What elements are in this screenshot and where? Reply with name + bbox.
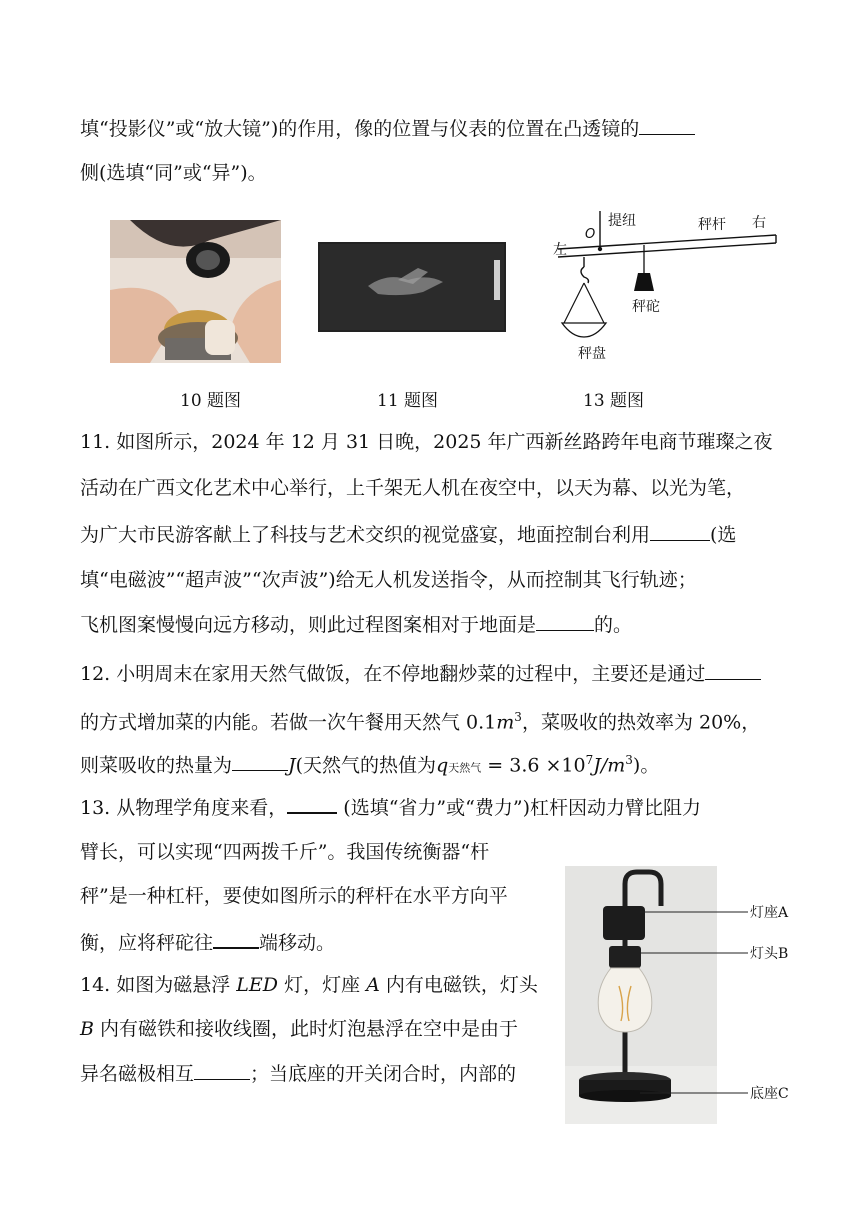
text-segment: 为广大市民游客献上了科技与艺术交织的视觉盛宴，地面控制台利用 [80, 524, 651, 546]
text-segment: B [80, 1018, 94, 1040]
lamp-leader-lines [640, 900, 750, 1100]
text-segment: 飞机图案慢慢向远方移动，则此过程图案相对于地面是 [80, 614, 537, 636]
text-segment: )。 [632, 754, 660, 777]
head-b-label: 灯头B [750, 946, 789, 962]
answer-blank [705, 661, 761, 680]
text-segment: 的。 [594, 614, 633, 636]
q14-line-1 [80, 973, 538, 997]
answer-blank [287, 794, 337, 814]
q11-line-5 [80, 612, 632, 637]
text-line [80, 116, 695, 141]
q14-line-2 [80, 1017, 518, 1041]
text-segment: LED [236, 974, 279, 996]
exponent: 3 [625, 753, 633, 767]
q14-line-3 [80, 1061, 516, 1086]
q12-line-3 [80, 748, 659, 780]
text-segment: 端移动。 [259, 932, 336, 954]
steelyard-diagram [548, 205, 788, 365]
q11-line-4: 填“电磁波”“超声波”“次声波”)给无人机发送指令，从而控制其飞行轨迹； [80, 569, 697, 591]
answer-blank [650, 522, 710, 541]
text-segment: ，菜吸收的热效率为 20%， [521, 711, 761, 734]
q11-line-1: 11. 如图所示，2024 年 12 月 31 日晚，2025 年广西新丝路跨年电商节璀璨之夜 [80, 431, 773, 453]
q13-line-1 [80, 794, 701, 820]
text-segment: 则菜吸收的热量为 [80, 754, 233, 777]
text-segment: A [366, 974, 380, 996]
text-segment: 的方式增加菜的内能。若做一次午餐用天然气 0.1 [80, 711, 497, 734]
math-symbol: q [436, 754, 449, 777]
exponent: 3 [514, 710, 522, 724]
answer-blank [536, 612, 594, 631]
text-segment: = 3.6 ×10 [481, 754, 586, 777]
text-segment: 异名磁极相互 [80, 1063, 195, 1085]
drone-show-photo [318, 242, 506, 332]
text-segment: 填“投影仪”或“放大镜”)的作用，像的位置与仪表的位置在凸透镜的 [80, 118, 640, 140]
left-label: 左 [553, 242, 567, 258]
text-segment: (选填“省力”或“费力”)杠杆因动力臂比阻力 [337, 797, 701, 819]
q11-line-3 [80, 522, 736, 547]
q13-line-4 [80, 929, 335, 955]
pan-label: 秤盘 [578, 346, 606, 362]
unit-symbol: m [496, 711, 515, 734]
answer-blank [232, 752, 288, 771]
text-segment: (选 [710, 524, 737, 546]
right-label: 右 [752, 215, 766, 231]
weight-label: 秤砣 [632, 299, 660, 315]
text-segment: ；当底座的开关闭合时，内部的 [250, 1063, 517, 1085]
exponent: 7 [585, 753, 594, 767]
socket-a-label: 灯座A [750, 905, 789, 921]
base-c-label: 底座C [750, 1086, 789, 1102]
text-line: 侧(选填“同”或“异”)。 [80, 162, 267, 184]
lifting-cord-label: 提纽 [608, 213, 636, 229]
text-segment: 灯，灯座 [278, 974, 367, 996]
text-segment: 内有电磁铁，灯头 [379, 974, 538, 996]
q13-line-2: 臂长，可以实现“四两拨千斤”。我国传统衡器“杆 [80, 841, 490, 863]
subscript: 天然气 [448, 761, 482, 775]
text-segment: 14. 如图为磁悬浮 [80, 974, 237, 996]
figure-13-caption: 13 题图 [583, 391, 645, 411]
answer-blank [194, 1061, 250, 1080]
fulcrum-label: O [585, 227, 596, 242]
text-segment: (天然气的热值为 [295, 754, 437, 777]
text-segment: 内有磁铁和接收线圈，此时灯泡悬浮在空中是由于 [93, 1018, 519, 1040]
beam-label: 秤杆 [698, 217, 726, 233]
unit-symbol: J/m [593, 754, 626, 777]
text-segment: 13. 从物理学角度来看， [80, 797, 288, 819]
q12-line-1 [80, 661, 761, 686]
q13-line-3: 秤”是一种杠杆，要使如图所示的秤杆在水平方向平 [80, 885, 508, 907]
figure-10-caption: 10 题图 [180, 391, 242, 411]
answer-blank [213, 929, 259, 949]
text-segment: 衡，应将秤砣往 [80, 932, 214, 954]
unit-symbol: J [288, 754, 296, 777]
watch-repair-photo [110, 220, 281, 363]
answer-blank [639, 116, 695, 135]
q11-line-2: 活动在广西文化艺术中心举行，上千架无人机在夜空中，以天为幕、以光为笔， [80, 477, 746, 499]
text-segment: 12. 小明周末在家用天然气做饭，在不停地翻炒菜的过程中，主要还是通过 [80, 663, 706, 685]
figure-11-caption: 11 题图 [377, 391, 439, 411]
q12-line-2 [80, 705, 760, 734]
